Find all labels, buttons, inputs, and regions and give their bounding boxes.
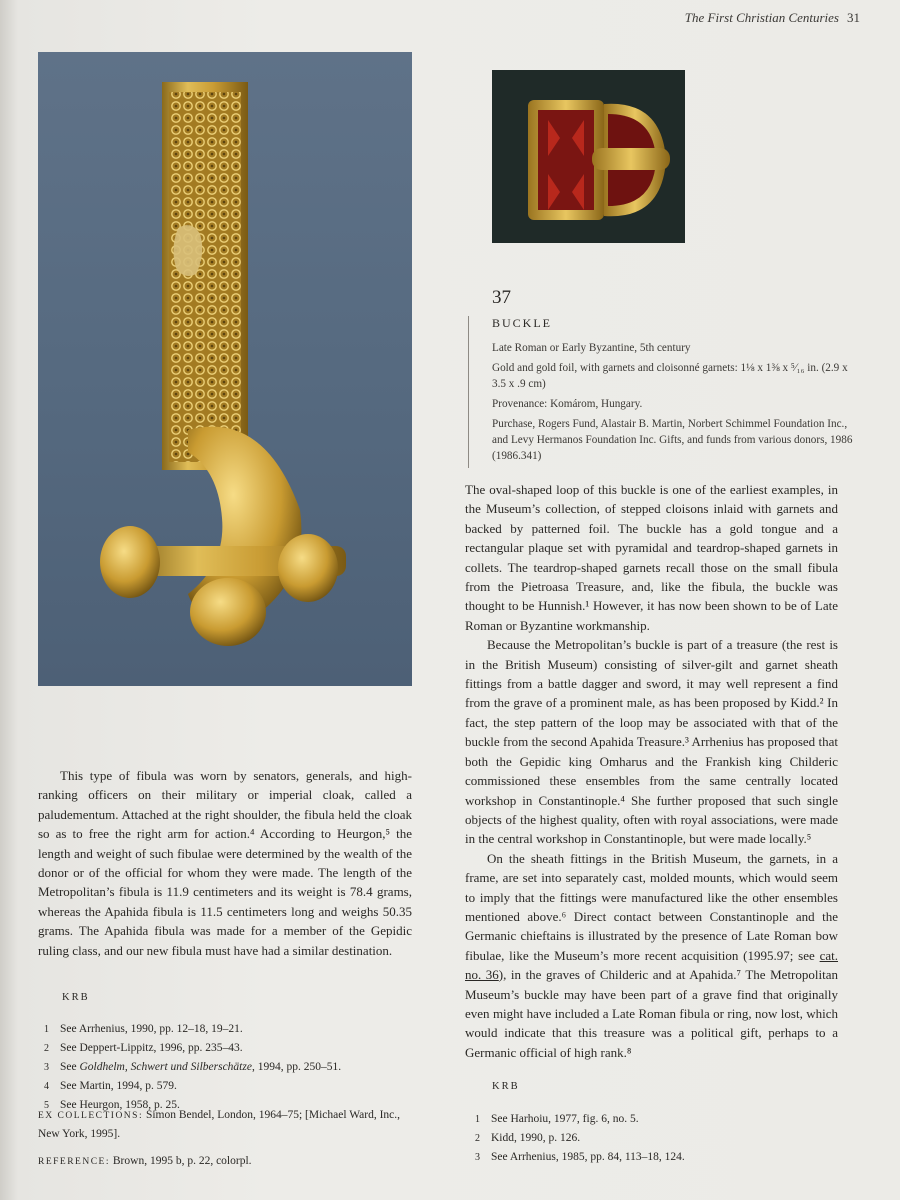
fibula-photo	[38, 52, 412, 686]
paragraph: This type of fibula was worn by senators, generals, and high-ranking officers on their military or imperial cloak, called a paludementum. Attached at the right shoulder, the fibula held the cloak so as to free the right arm for action.⁴ According to Heurgon,⁵ the length and weight of such fibulae were determined by the wealth of the donor or of the official for whom they were made. The length of the Metropolitan’s fibula is 11.9 centimeters and its weight is 78.4 grams, whereas the Apahida fibula is 11.5 centimeters long and weighs 50.35 grams. The Apahida fibula was made for a member of the Gepidic ruling class, and our new fibula must have had a similar destination.	[38, 768, 412, 958]
footnote-text: See	[60, 1061, 80, 1073]
footnote	[44, 1020, 341, 1039]
footnote-number: 5	[44, 1100, 49, 1111]
footnote-title: Goldhelm, Schwert und Silberschätze	[79, 1061, 252, 1073]
buckle-illustration	[492, 70, 685, 243]
footnote-text: See Martin, 1994, p. 579.	[60, 1080, 177, 1092]
fibula-illustration	[38, 52, 412, 686]
left-column-text	[38, 766, 412, 960]
footnotes-right	[475, 1110, 685, 1167]
reference-text: Brown, 1995 b, p. 22, colorpl.	[112, 1155, 252, 1167]
footnote	[44, 1077, 341, 1096]
catalog-entry	[468, 316, 857, 468]
catalog-link[interactable]: cat. no. 36	[465, 947, 839, 983]
running-head-title: The First Christian Centuries	[684, 10, 839, 25]
footnote	[44, 1058, 341, 1077]
buckle-photo	[492, 70, 685, 243]
ex-collections-text: Simon Bendel, London, 1964–75; [Michael Ward, Inc., New York, 1995].	[38, 1109, 401, 1140]
right-column-text	[465, 480, 838, 1062]
author-initials: KRB	[492, 1081, 520, 1092]
footnote-text: , 1994, pp. 250–51.	[251, 1061, 342, 1073]
paragraph-text: ), in the graves of Childeric and at Apahida.⁷ The Metropolitan Museum’s buckle may have been part of a grave find that originally even might have included a Late Roman fibula or ring, now lost, which would indicate that this treasure was a political gift, perhaps to a Germanic official of high rank.⁸	[465, 967, 838, 1060]
entry-materials: Gold and gold foil, with garnets and cloisonné garnets: 1⅛ x 1⅜ x ⁵⁄₁₆ in. (2.9 x 3.5 x .9 cm)	[492, 362, 848, 390]
entry-title: BUCKLE	[492, 316, 552, 330]
footnote-text: See Arrhenius, 1990, pp. 12–18, 19–21.	[60, 1023, 243, 1035]
paragraph: The oval-shaped loop of this buckle is one of the earliest examples, in the Museum’s collection, of stepped cloisons inlaid with garnets and backed by patterned foil. The buckle has a gold tongue and a rectangular plaque set with pyramidal and teardrop-shaped garnets in collets. The teardrop-shaped garnets recall those on the small fibula from the Pietroasa Treasure, and, like the fibula, the buckle was thought to be Hunnish.¹ However, it has now been shown to be of Late Roman or Byzantine workmanship.	[465, 482, 838, 633]
footnote-number: 2	[475, 1133, 480, 1144]
footnote	[475, 1110, 685, 1129]
footnote-number: 2	[44, 1043, 49, 1054]
reference	[38, 1152, 418, 1171]
paragraph	[465, 849, 838, 1062]
footnote-text: See Harhoiu, 1977, fig. 6, no. 5.	[491, 1113, 639, 1125]
footnote-number: 1	[44, 1024, 49, 1035]
footnote-number: 1	[475, 1114, 480, 1125]
entry-date: Late Roman or Early Byzantine, 5th century	[492, 342, 691, 354]
running-head	[685, 10, 860, 26]
paragraph: Because the Metropolitan’s buckle is part of a treasure (the rest is in the British Museum) consisting of silver-gilt and garnet sheath fittings from a battle dagger and sword, it may well represent a find from the grave of a prominent male, as has been proposed by Kidd.² In fact, the step pattern of the loop may be associated with that of the buckle from the second Apahida Treasure.³ Arrhenius has proposed that both the Gepidic king Omharus and the Frankish king Childeric commissioned these ensembles from the same centrally located workshop in Constantinople.⁴ She further proposed that such single objects of the highest quality, often with royal associations, were made in the central workshop in Constantinople, but were made locally.⁵	[465, 637, 838, 847]
footnote-text: Kidd, 1990, p. 126.	[491, 1132, 581, 1144]
footnote	[475, 1148, 685, 1167]
reference-label: REFERENCE:	[38, 1157, 111, 1167]
ex-collections-label: EX COLLECTIONS:	[38, 1111, 144, 1121]
footnotes-left	[44, 1020, 341, 1115]
catalog-number: 37	[492, 287, 511, 308]
footnote	[475, 1129, 685, 1148]
ex-collections	[38, 1106, 418, 1143]
entry-provenance: Provenance: Komárom, Hungary.	[492, 398, 643, 410]
author-initials: KRB	[62, 992, 90, 1003]
footnote-text: See Arrhenius, 1985, pp. 84, 113–18, 124.	[491, 1151, 685, 1163]
paragraph-text: On the sheath fittings in the British Museum, the garnets, in a frame, are set into separately cast, molded mounts, which would seem to imply that the fittings were manufactured like the other ensembles mentioned above.⁶ Direct contact between Constantinople and the Germanic chieftains is illustrated by the presence of Late Roman bow fibulae, like the Museum’s more recent acquisition (1995.97; see	[465, 850, 838, 963]
footnote-number: 3	[44, 1062, 49, 1073]
entry-credit: Purchase, Rogers Fund, Alastair B. Martin, Norbert Schimmel Foundation Inc., and Levy Hermanos Foundation Inc. Gifts, and funds from various donors, 1986 (1986.341)	[492, 418, 853, 462]
footnote-text: See Deppert-Lippitz, 1996, pp. 235–43.	[60, 1042, 243, 1054]
page-number: 31	[847, 10, 860, 25]
footnote-number: 3	[475, 1152, 480, 1163]
footnote-number: 4	[44, 1081, 49, 1092]
footnote-text: See Heurgon, 1958, p. 25.	[60, 1099, 180, 1111]
footnote	[44, 1039, 341, 1058]
